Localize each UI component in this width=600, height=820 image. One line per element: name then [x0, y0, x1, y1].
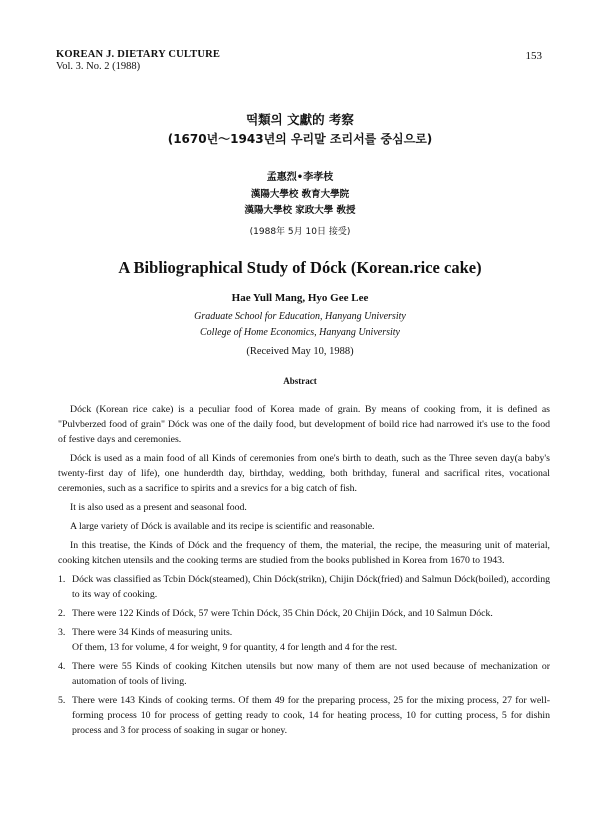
english-title: A Bibliographical Study of Dóck (Korean.rice cake) — [118, 258, 482, 277]
list-item — [58, 572, 550, 602]
abstract-body — [58, 402, 550, 742]
list-item — [58, 659, 550, 689]
korean-title: 떡類의 文獻的 考察 — [246, 112, 354, 127]
abstract-paragraph: It is also used as a present and seasonal food. — [70, 502, 247, 513]
volume-info: Vol. 3. No. 2 (1988) — [56, 61, 141, 72]
running-header — [56, 49, 220, 73]
korean-affiliation-1: 漢陽大學校 敎育大學院 — [250, 189, 350, 200]
korean-received-date: (1988年 5月 10日 接受) — [249, 227, 351, 237]
korean-affiliation-2: 漢陽大學校 家政大學 敎授 — [244, 205, 356, 216]
abstract-paragraph: Dóck (Korean rice cake) is a peculiar food of Korea made of grain. By means of cooking from, it is defined as "Pulvberzed food of grain" Dóck was one of the daily food, but development of boild rice had narrowed it's use to the food of festive days and ceremonies. — [58, 404, 550, 445]
english-affiliation-1: Graduate School for Education, Hanyang University — [194, 311, 406, 322]
journal-name: KOREAN J. DIETARY CULTURE — [56, 49, 221, 60]
findings-list — [58, 572, 550, 738]
abstract-paragraph: A large variety of Dóck is available and its recipe is scientific and reasonable. — [70, 521, 375, 532]
item-number: 2. — [58, 608, 66, 619]
list-item — [58, 606, 550, 621]
page-number: 153 — [525, 50, 542, 62]
item-text-continued: Of them, 13 for volume, 4 for weight, 9 for quantity, 4 for length and 4 for the rest. — [72, 642, 398, 653]
list-item — [58, 625, 550, 655]
item-text: There were 55 Kinds of cooking Kitchen utensils but now many of them are not used because of mechanization or automation of tools of living. — [72, 661, 550, 687]
korean-subtitle: (1670년～1943년의 우리말 조리서를 중심으로) — [167, 132, 433, 146]
abstract-paragraph: Dóck is used as a main food of all Kinds of ceremonies from one's birth to death, such as the Three seven day(a baby's twenty-first day of life), one hunderdth day, birthday, wedding, both brithday, funeral and sacrifical rites, vocational ceremonies, such as a sacrifice to spirits and a srevics for a big catch of fish. — [58, 453, 550, 494]
item-text: There were 143 Kinds of cooking terms. Of them 49 for the preparing process, 25 for the mixing process, 27 for well-forming process 10 for process of getting ready to cook, 14 for heating process, 10 for cutting process, 5 for dishin process and 3 for process of soaking in sugar or honey. — [72, 695, 550, 736]
item-text: Dóck was classified as Tcbin Dóck(steamed), Chin Dóck(strikn), Chijin Dóck(fried) and Salmun Dóck(boiled), according to its way of cooking. — [72, 574, 550, 600]
english-received-date: (Received May 10, 1988) — [246, 346, 354, 357]
abstract-paragraph: In this treatise, the Kinds of Dóck and the frequency of them, the material, the recipe, the measuring unit of material, cooking kitchen utensils and the cooking terms are studied from the books published in Korea from 1670 to 1943. — [58, 540, 550, 566]
item-number: 3. — [58, 627, 66, 638]
item-number: 5. — [58, 695, 66, 706]
item-number: 4. — [58, 661, 66, 672]
list-item — [58, 693, 550, 738]
english-affiliation-2: College of Home Economics, Hanyang University — [200, 327, 400, 338]
item-text: There were 122 Kinds of Dóck, 57 were Tchin Dóck, 35 Chin Dóck, 20 Chijin Dóck, and 10 Salmun Dóck. — [72, 608, 493, 619]
english-authors: Hae Yull Mang, Hyo Gee Lee — [231, 292, 369, 304]
korean-authors: 孟惠烈•李孝枝 — [266, 172, 334, 183]
abstract-heading: Abstract — [283, 376, 317, 386]
item-text: There were 34 Kinds of measuring units. — [72, 627, 233, 638]
item-number: 1. — [58, 574, 66, 585]
